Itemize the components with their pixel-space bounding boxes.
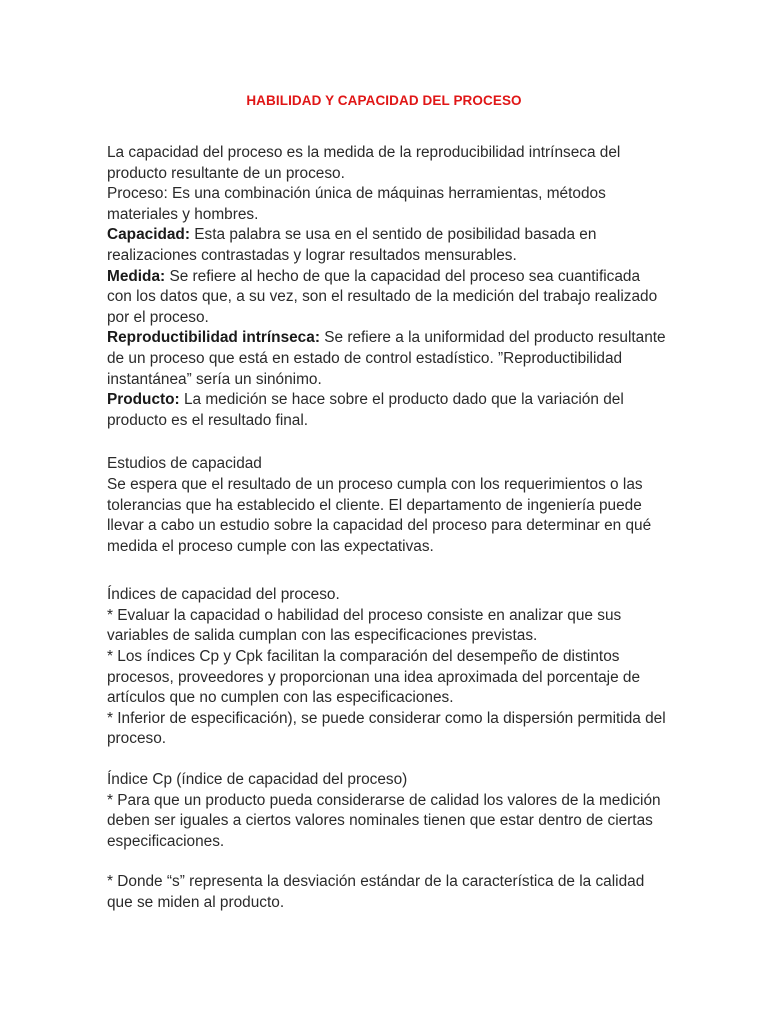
definition-producto <box>107 390 667 431</box>
intro-paragraph: La capacidad del proceso es la medida de la reproducibilidad intrínseca del producto resultante de un proceso. <box>107 144 621 182</box>
list-item: * Inferior de especificación), se puede considerar como la dispersión permitida del proceso. <box>107 709 666 748</box>
definition-capacidad <box>107 225 667 266</box>
definition-term: Medida <box>107 267 161 285</box>
section-note <box>107 872 667 913</box>
definition-term: Reproductibilidad intrínseca <box>107 329 315 347</box>
section-estudios <box>107 454 667 557</box>
list-item: * Los índices Cp y Cpk facilitan la comparación del desempeño de distintos procesos, proveedores y proporcionan una idea aproximada del porcentaje de artículos que no cumplen con las especificaciones. <box>107 648 641 707</box>
definition-separator: : <box>184 226 190 244</box>
definition-separator: : <box>160 267 166 285</box>
document-title: HABILIDAD Y CAPACIDAD DEL PROCESO <box>246 93 522 108</box>
section-cp <box>107 770 667 852</box>
document-body <box>107 143 667 914</box>
section-indices <box>107 585 667 750</box>
definition-term: Producto <box>107 391 175 409</box>
definition-term: Capacidad <box>107 226 185 244</box>
section-heading: Índice Cp (índice de capacidad del proceso) <box>107 771 408 789</box>
definition-separator: : <box>174 391 180 409</box>
definition-text: Se refiere al hecho de que la capacidad del proceso sea cuantificada con los datos que, a su vez, son el resultado de la medición del trabajo realizado por el proceso. <box>107 267 658 326</box>
proceso-definition: Proceso: Es una combinación única de máquinas herramientas, métodos materiales y hombres. <box>107 185 606 223</box>
definition-text: Esta palabra se usa en el sentido de posibilidad basada en realizaciones contrastadas y lograr resultados mensurables. <box>107 226 597 264</box>
definition-text: Se refiere a la uniformidad del producto resultante de un proceso que está en estado de control estadístico. ”Reproductibilidad instantánea” sería un sinónimo. <box>107 329 666 388</box>
definition-medida <box>107 267 667 329</box>
list-item: * Para que un producto pueda considerarse de calidad los valores de la medición deben ser iguales a ciertos valores nominales tienen que estar dentro de ciertas especificaciones. <box>107 791 661 850</box>
note-paragraph: * Donde “s” representa la desviación estándar de la característica de la calidad que se miden al producto. <box>107 873 645 911</box>
list-item: * Evaluar la capacidad o habilidad del proceso consiste en analizar que sus variables de salida cumplan con las especificaciones previstas. <box>107 606 622 645</box>
section-heading: Estudios de capacidad <box>107 455 262 473</box>
section-paragraph: Se espera que el resultado de un proceso cumpla con los requerimientos o las tolerancias que ha establecido el cliente. El departamento de ingeniería puede llevar a cabo un estudio sobre la capacidad del proceso para determinar en qué medida el proceso cumple con las expectativas. <box>107 475 652 555</box>
section-heading: Índices de capacidad del proceso. <box>107 586 340 604</box>
definition-text: La medición se hace sobre el producto dado que la variación del producto es el resultado final. <box>107 391 624 429</box>
definition-reproductibilidad <box>107 328 667 390</box>
definition-separator: : <box>314 329 320 347</box>
